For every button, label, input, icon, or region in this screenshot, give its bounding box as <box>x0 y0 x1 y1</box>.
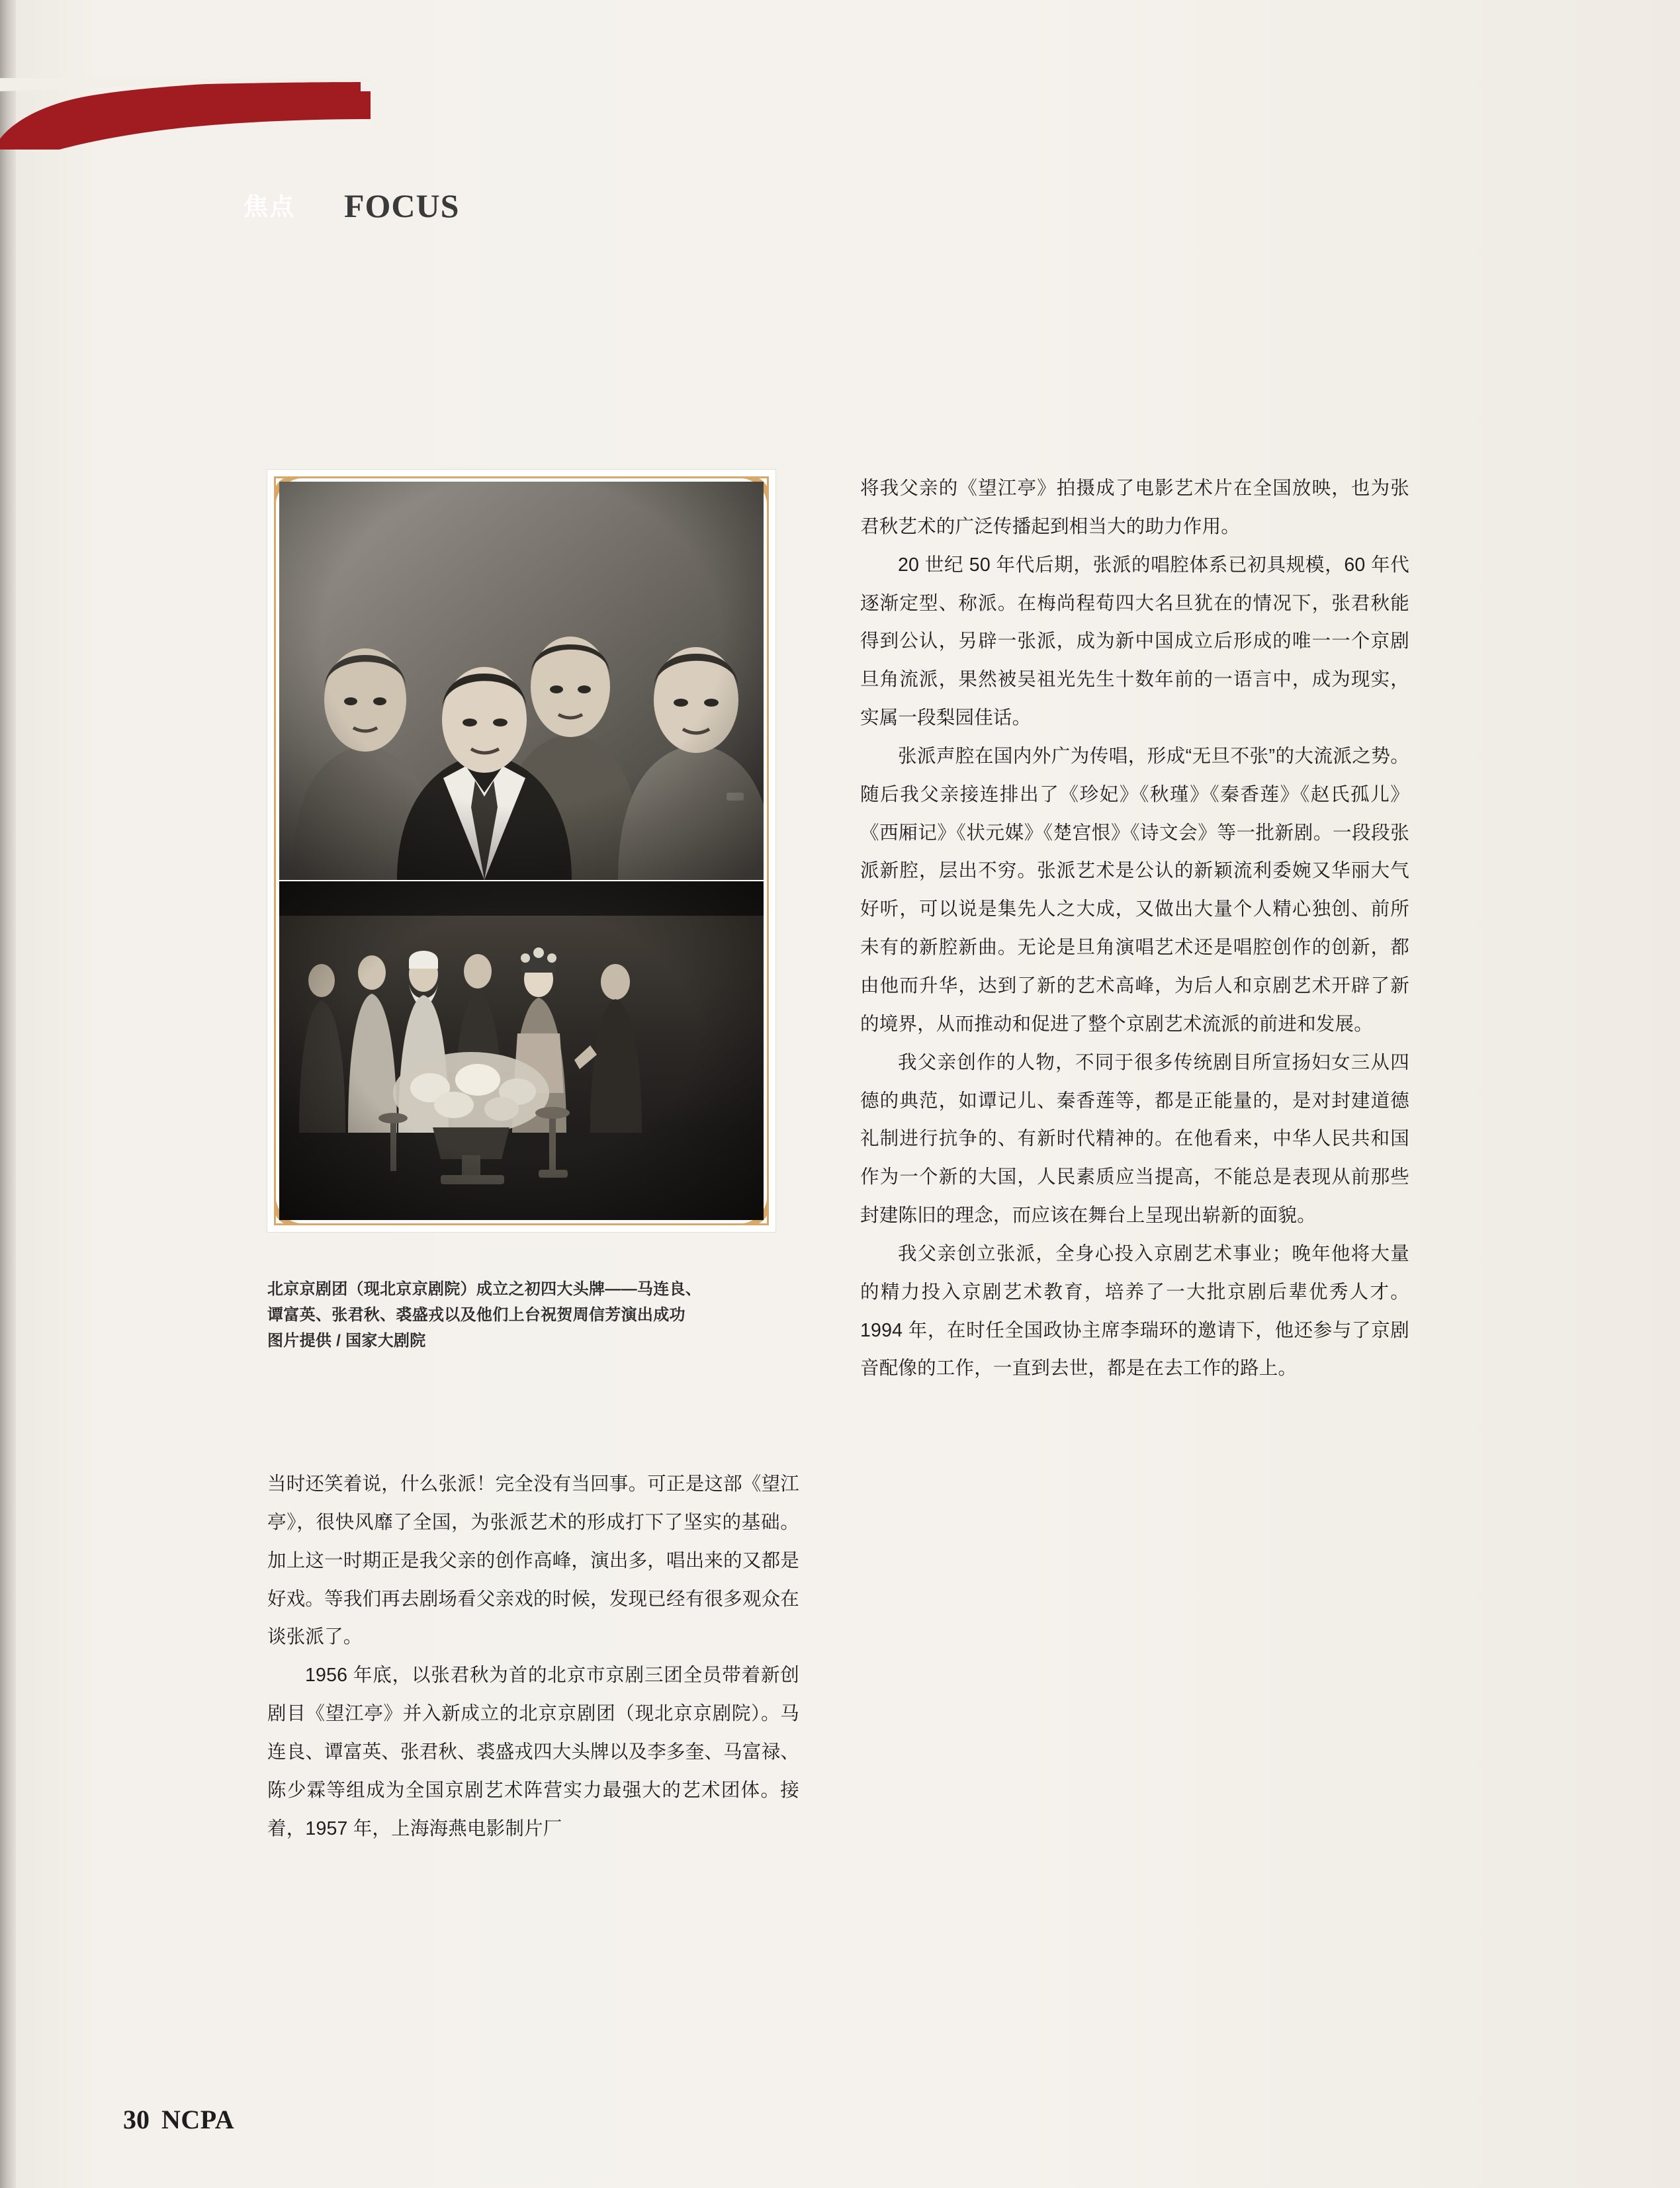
paragraph: 20 世纪 50 年代后期，张派的唱腔体系已初具规模，60 年代逐渐定型、称派。在梅尚程荀四大名旦犹在的情况下，张君秋能得到公认，另辟一张派，成为新中国成立后形成的唯一一个京剧旦角流派，果然被吴祖光先生十数年前的一语言中，成为现实，实属一段梨园佳话。 <box>860 554 1409 729</box>
figure-caption-line: 图片提供 / 国家大剧院 <box>267 1331 426 1350</box>
paragraph: 当时还笑着说，什么张派！完全没有当回事。可正是这部《望江亭》，很快风靡了全国，为张派艺术的形成打下了坚实的基础。加上这一时期正是我父亲的创作高峰，演出多，唱出来的又都是好戏。等我们再去剧场看父亲戏的时候，发现已经有很多观众在谈张派了。 <box>267 1473 799 1648</box>
paragraph: 将我父亲的《望江亭》拍摄成了电影艺术片在全国放映，也为张君秋艺术的广泛传播起到相当大的助力作用。 <box>860 478 1409 537</box>
paragraph: 我父亲创立张派，全身心投入京剧艺术事业；晚年他将大量的精力投入京剧艺术教育，培养了一大批京剧后辈优秀人才。1994 年，在时任全国政协主席李瑞环的邀请下，他还参与了京剧音配像的工作，一直到去世，都是在去工作的路上。 <box>860 1243 1409 1379</box>
paragraph: 1956 年底，以张君秋为首的北京市京剧三团全员带着新创剧目《望江亭》并入新成立的北京京剧团（现北京京剧院）。马连良、谭富英、张君秋、裘盛戎四大头牌以及李多奎、马富禄、陈少霖等组成为全国京剧艺术阵营实力最强大的艺术团体。接着，1957 年，上海海燕电影制片厂 <box>267 1665 799 1839</box>
figure-caption-line: 北京京剧团（现北京京剧院）成立之初四大头牌——马连良、 <box>267 1280 702 1298</box>
body-column-right <box>860 470 1409 1388</box>
publication-brand: NCPA <box>161 2105 235 2134</box>
header-swoosh-graphic <box>0 78 371 150</box>
header-english-title: FOCUS <box>344 187 460 224</box>
paragraph: 张派声腔在国内外广为传唱，形成“无旦不张”的大流派之势。随后我父亲接连排出了《珍妃》《秋瑾》《秦香莲》《赵氏孤儿》《西厢记》《状元媒》《楚宫恨》《诗文会》等一批新剧。一段段张派新腔，层出不穷。张派艺术是公认的新颖流利委婉又华丽大气好听，可以说是集先人之大成，又做出大量个人精心独创、前所未有的新腔新曲。无论是旦角演唱艺术还是唱腔创作的创新，都由他而升华，达到了新的艺术高峰，为后人和京剧艺术开辟了新的境界，从而推动和促进了整个京剧艺术流派的前进和发展。 <box>860 745 1409 1035</box>
paragraph: 我父亲创作的人物，不同于很多传统剧目所宣扬妇女三从四德的典范，如谭记儿、秦香莲等，都是正能量的，是对封建道德礼制进行抗争的、有新时代精神的。在他看来，中华人民共和国作为一个新的大国，人民素质应当提高，不能总是表现从前那些封建陈旧的理念，而应该在舞台上呈现出崭新的面貌。 <box>860 1051 1409 1227</box>
figure-image-bottom <box>279 881 764 1220</box>
figure-caption <box>267 1277 790 1354</box>
page-binding-edge <box>0 0 16 2188</box>
header-chinese-title: 焦点 <box>243 193 295 220</box>
page-number: 30 <box>123 2105 150 2134</box>
figure-caption-line: 谭富英、张君秋、裘盛戎以及他们上台祝贺周信芳演出成功 <box>267 1305 685 1324</box>
figure-image-top <box>279 482 764 880</box>
figure-photo-frame <box>267 470 775 1232</box>
page-footer <box>123 2104 234 2135</box>
body-column-left <box>267 1466 799 1848</box>
section-header <box>0 78 483 224</box>
